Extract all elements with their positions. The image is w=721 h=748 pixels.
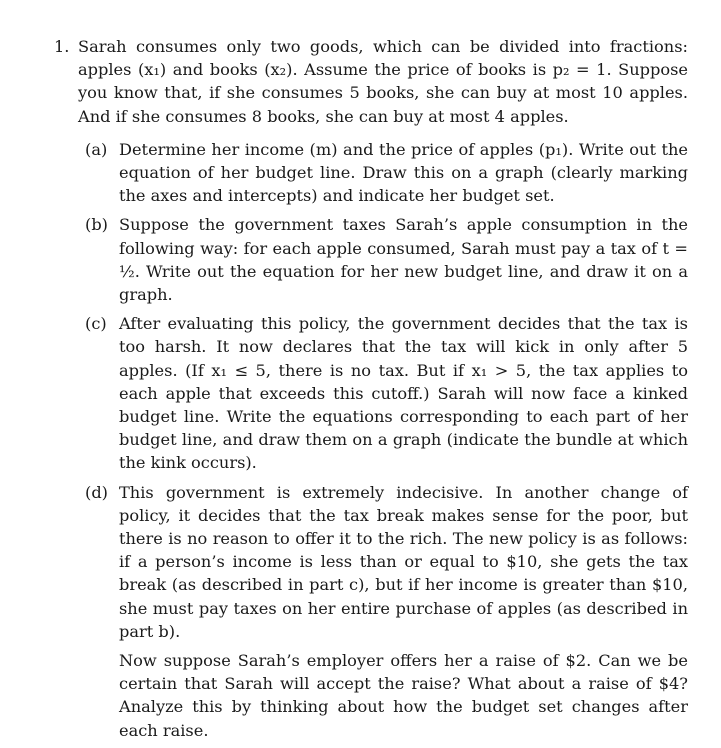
part-c [78,312,688,474]
part-text [119,481,688,742]
part-paragraph: After evaluating this policy, the government decides that the tax is too harsh. It now declares that the tax will kick in only after 5 apples. (If x₁ ≤ 5, there is no tax. But if x₁ > 5, the tax applies to each apple that exceeds this cutoff.) Sarah will now face a kinked budget line. Write the equations corresponding to each part of her budget line, and draw them on a graph (indicate the bundle at which the kink occurs). [119,314,688,473]
part-label: (d) [85,482,108,502]
part-paragraph: This government is extremely indecisive. In another change of policy, it decides that the tax break makes sense for the poor, but there is no reason to offer it to the rich. The new policy is as follows: if a person’s income is less than or equal to $10, she gets the tax break (as described in part c), but if her income is greater than $10, she must pay taxes on her entire purchase of apples (as described in part b). [119,482,688,641]
part-a [78,138,688,208]
part-label: (a) [85,139,108,159]
part-d [78,481,688,742]
parts-list [78,138,688,742]
problem-1 [54,35,688,748]
part-b [78,213,688,306]
part-label: (b) [85,215,108,235]
problem-statement: Sarah consumes only two goods, which can be divided into fractions: apples (x₁) and books (x₂). Assume the price of books is p₂ = 1. Suppose you know that, if she consumes 5 books, she can buy at most 10 apples. And if she consumes 8 books, she can buy at most 4 apples. [78,37,688,126]
part-paragraph: Determine her income (m) and the price of apples (p₁). Write out the equation of her budget line. Draw this on a graph (clearly marking the axes and intercepts) and indicate her budget set. [119,139,688,206]
part-paragraph: Suppose the government taxes Sarah’s apple consumption in the following way: for each apple consumed, Sarah must pay a tax of t = ½. Write out the equation for her new budget line, and draw it on a graph. [119,215,688,305]
part-paragraph: Now suppose Sarah’s employer offers her a raise of $2. Can we be certain that Sarah will accept the raise? What about a raise of $4? Analyze this by thinking about how the budget set changes after each raise. [119,651,688,740]
part-text [119,312,688,474]
part-text [119,213,688,306]
part-label: (c) [85,314,107,334]
problem-number: 1. [54,37,70,56]
part-text [119,138,688,208]
